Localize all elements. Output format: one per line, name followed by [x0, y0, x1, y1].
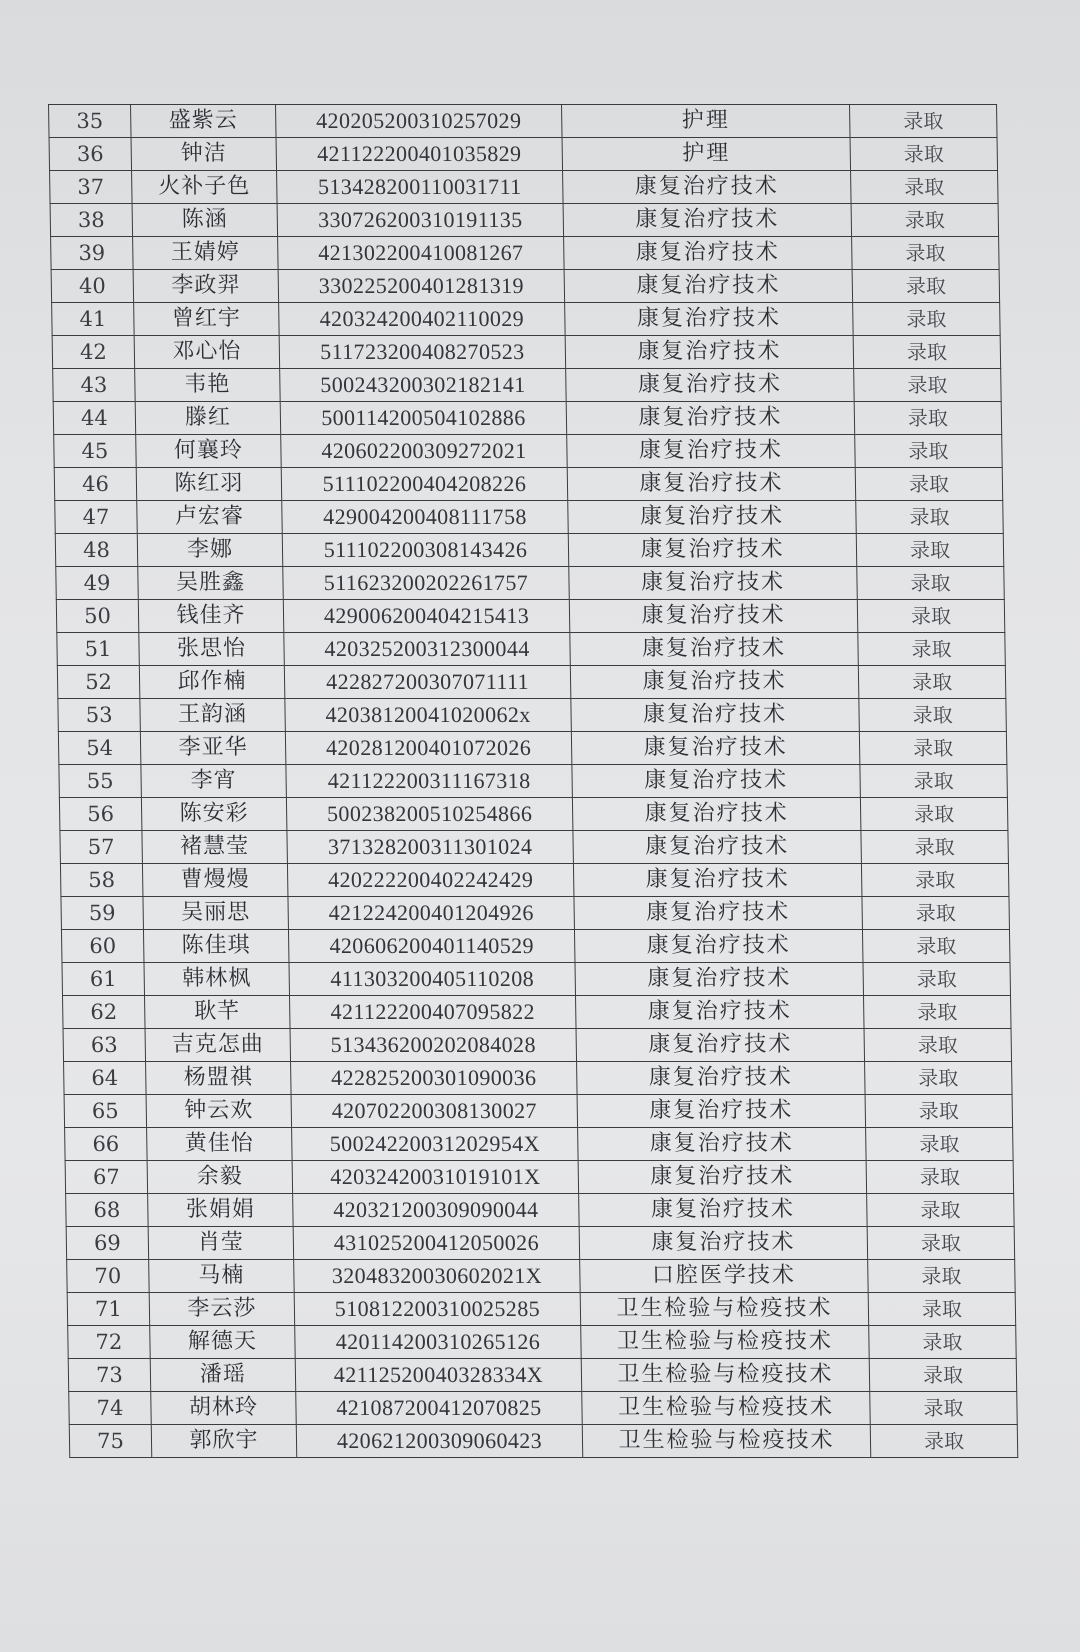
student-name-cell: 张思怡 — [139, 633, 285, 666]
admission-result-cell: 录取 — [861, 831, 1009, 864]
table-row — [58, 732, 1007, 765]
id-number-cell: 429006200404215413 — [283, 600, 570, 633]
table-row — [50, 204, 999, 237]
table-row — [64, 1062, 1013, 1095]
admission-result-cell: 录取 — [858, 633, 1006, 666]
row-number-cell: 49 — [56, 567, 139, 600]
id-number-cell: 431025200412050026 — [293, 1227, 580, 1260]
admission-result-cell: 录取 — [869, 1326, 1017, 1359]
row-number-cell: 70 — [67, 1260, 150, 1293]
id-number-cell: 511623200202261757 — [283, 567, 570, 600]
admission-result-cell: 录取 — [852, 270, 1000, 303]
major-cell: 康复治疗技术 — [579, 1194, 868, 1227]
table-row — [57, 633, 1006, 666]
major-cell: 康复治疗技术 — [575, 963, 864, 996]
table-row — [55, 501, 1004, 534]
major-cell: 康复治疗技术 — [568, 501, 857, 534]
major-cell: 康复治疗技术 — [574, 897, 863, 930]
major-cell: 卫生检验与检疫技术 — [581, 1359, 870, 1392]
id-number-cell: 421122200401035829 — [276, 138, 563, 171]
admission-result-cell: 录取 — [864, 1029, 1012, 1062]
id-number-cell: 500238200510254866 — [286, 798, 573, 831]
table-row — [69, 1392, 1018, 1425]
id-number-cell: 421122200311167318 — [286, 765, 573, 798]
major-cell: 康复治疗技术 — [571, 699, 860, 732]
table-row — [52, 303, 1001, 336]
id-number-cell: 32048320030602021X — [294, 1260, 581, 1293]
student-name-cell: 胡林玲 — [151, 1392, 297, 1425]
admission-result-cell: 录取 — [870, 1392, 1018, 1425]
student-name-cell: 曾红宇 — [134, 303, 280, 336]
table-row — [51, 270, 1000, 303]
student-name-cell: 陈佳琪 — [143, 930, 289, 963]
row-number-cell: 60 — [61, 930, 144, 963]
major-cell: 卫生检验与检疫技术 — [580, 1293, 869, 1326]
student-name-cell: 曹熳熳 — [142, 864, 288, 897]
row-number-cell: 56 — [59, 798, 142, 831]
table-row — [53, 369, 1002, 402]
row-number-cell: 53 — [58, 699, 141, 732]
major-cell: 卫生检验与检疫技术 — [582, 1392, 871, 1425]
row-number-cell: 35 — [49, 105, 132, 138]
student-name-cell: 李宵 — [141, 765, 287, 798]
admission-result-cell: 录取 — [857, 567, 1005, 600]
admission-result-cell: 录取 — [868, 1293, 1016, 1326]
row-number-cell: 63 — [63, 1029, 146, 1062]
student-name-cell: 郭欣宇 — [151, 1425, 297, 1458]
row-number-cell: 47 — [55, 501, 138, 534]
major-cell: 康复治疗技术 — [570, 633, 859, 666]
id-number-cell: 420222200402242429 — [287, 864, 574, 897]
admission-result-cell: 录取 — [855, 435, 1003, 468]
major-cell: 护理 — [562, 138, 851, 171]
student-name-cell: 李政羿 — [133, 270, 279, 303]
student-name-cell: 邓心怡 — [134, 336, 280, 369]
major-cell: 康复治疗技术 — [566, 369, 855, 402]
student-name-cell: 余毅 — [147, 1161, 293, 1194]
major-cell: 康复治疗技术 — [578, 1128, 867, 1161]
table-row — [68, 1359, 1017, 1392]
table-row — [68, 1326, 1017, 1359]
admission-table — [48, 104, 1018, 1458]
admission-result-cell: 录取 — [854, 369, 1002, 402]
id-number-cell: 420205200310257029 — [276, 105, 563, 138]
table-row — [59, 765, 1008, 798]
id-number-cell: 511102200308143426 — [282, 534, 569, 567]
row-number-cell: 62 — [63, 996, 146, 1029]
table-row — [49, 138, 998, 171]
major-cell: 康复治疗技术 — [570, 666, 859, 699]
major-cell: 护理 — [562, 105, 851, 138]
admission-result-cell: 录取 — [868, 1260, 1016, 1293]
major-cell: 口腔医学技术 — [580, 1260, 869, 1293]
major-cell: 康复治疗技术 — [573, 831, 862, 864]
admission-result-cell: 录取 — [850, 138, 998, 171]
admission-result-cell: 录取 — [851, 171, 999, 204]
admission-result-cell: 录取 — [867, 1194, 1015, 1227]
row-number-cell: 61 — [62, 963, 145, 996]
major-cell: 康复治疗技术 — [564, 270, 853, 303]
major-cell: 康复治疗技术 — [577, 1062, 866, 1095]
row-number-cell: 45 — [54, 435, 137, 468]
row-number-cell: 58 — [60, 864, 143, 897]
admission-result-cell: 录取 — [860, 798, 1008, 831]
id-number-cell: 500114200504102886 — [280, 402, 567, 435]
row-number-cell: 66 — [65, 1128, 148, 1161]
admission-result-cell: 录取 — [860, 765, 1008, 798]
student-name-cell: 吴丽思 — [143, 897, 289, 930]
student-name-cell: 韦艳 — [135, 369, 281, 402]
id-number-cell: 330726200310191135 — [277, 204, 564, 237]
student-name-cell: 钟洁 — [131, 138, 277, 171]
row-number-cell: 51 — [57, 633, 140, 666]
id-number-cell: 421087200412070825 — [296, 1392, 583, 1425]
id-number-cell: 421224200401204926 — [288, 897, 575, 930]
major-cell: 康复治疗技术 — [571, 732, 860, 765]
id-number-cell: 42112520040328334X — [295, 1359, 582, 1392]
row-number-cell: 44 — [53, 402, 136, 435]
table-row — [56, 567, 1005, 600]
major-cell: 康复治疗技术 — [569, 600, 858, 633]
table-row — [64, 1095, 1013, 1128]
student-name-cell: 陈安彩 — [141, 798, 287, 831]
row-number-cell: 41 — [52, 303, 135, 336]
admission-result-cell: 录取 — [865, 1095, 1013, 1128]
major-cell: 康复治疗技术 — [572, 798, 861, 831]
table-row — [60, 864, 1009, 897]
table-row — [55, 534, 1004, 567]
row-number-cell: 57 — [60, 831, 143, 864]
admission-result-cell: 录取 — [850, 105, 998, 138]
admission-result-cell: 录取 — [866, 1161, 1014, 1194]
table-row — [54, 468, 1003, 501]
row-number-cell: 59 — [61, 897, 144, 930]
table-row — [66, 1227, 1015, 1260]
student-name-cell: 李娜 — [137, 534, 283, 567]
student-name-cell: 吴胜鑫 — [138, 567, 284, 600]
student-name-cell: 李亚华 — [140, 732, 286, 765]
table-row — [60, 831, 1009, 864]
admission-list-sheet — [48, 104, 1017, 1458]
table-row — [67, 1293, 1016, 1326]
admission-result-cell: 录取 — [857, 600, 1005, 633]
admission-result-cell: 录取 — [855, 468, 1003, 501]
id-number-cell: 421302200410081267 — [278, 237, 565, 270]
row-number-cell: 39 — [51, 237, 134, 270]
student-name-cell: 王婧婷 — [133, 237, 279, 270]
row-number-cell: 43 — [53, 369, 136, 402]
major-cell: 康复治疗技术 — [564, 237, 853, 270]
table-row — [49, 105, 998, 138]
student-name-cell: 李云莎 — [149, 1293, 295, 1326]
row-number-cell: 37 — [50, 171, 133, 204]
major-cell: 康复治疗技术 — [568, 534, 857, 567]
id-number-cell: 513436200202084028 — [290, 1029, 577, 1062]
id-number-cell: 500243200302182141 — [280, 369, 567, 402]
id-number-cell: 513428200110031711 — [277, 171, 564, 204]
row-number-cell: 50 — [56, 600, 139, 633]
id-number-cell: 50024220031202954X — [292, 1128, 579, 1161]
student-name-cell: 肖莹 — [148, 1227, 294, 1260]
table-row — [58, 699, 1007, 732]
student-name-cell: 何襄玲 — [136, 435, 282, 468]
admission-result-cell: 录取 — [863, 963, 1011, 996]
row-number-cell: 75 — [69, 1425, 152, 1458]
table-row — [62, 963, 1011, 996]
table-row — [65, 1128, 1014, 1161]
row-number-cell: 42 — [52, 336, 135, 369]
id-number-cell: 420602200309272021 — [281, 435, 568, 468]
row-number-cell: 69 — [66, 1227, 149, 1260]
major-cell: 康复治疗技术 — [566, 402, 855, 435]
table-row — [61, 930, 1010, 963]
row-number-cell: 71 — [67, 1293, 150, 1326]
major-cell: 卫生检验与检疫技术 — [582, 1425, 871, 1458]
admission-result-cell: 录取 — [859, 732, 1007, 765]
admission-result-cell: 录取 — [851, 204, 999, 237]
admission-result-cell: 录取 — [861, 864, 1009, 897]
major-cell: 康复治疗技术 — [578, 1161, 867, 1194]
row-number-cell: 72 — [68, 1326, 151, 1359]
table-row — [53, 402, 1002, 435]
student-name-cell: 马楠 — [149, 1260, 295, 1293]
student-name-cell: 陈涵 — [132, 204, 278, 237]
student-name-cell: 褚慧莹 — [142, 831, 288, 864]
id-number-cell: 420324200402110029 — [279, 303, 566, 336]
student-name-cell: 韩林枫 — [144, 963, 290, 996]
id-number-cell: 420281200401072026 — [285, 732, 572, 765]
admission-result-cell: 录取 — [854, 402, 1002, 435]
id-number-cell: 510812200310025285 — [294, 1293, 581, 1326]
id-number-cell: 42038120041020062x — [285, 699, 572, 732]
student-name-cell: 邱作楠 — [139, 666, 285, 699]
table-row — [69, 1425, 1018, 1458]
table-row — [61, 897, 1010, 930]
id-number-cell: 511102200404208226 — [281, 468, 568, 501]
student-name-cell: 卢宏睿 — [137, 501, 283, 534]
row-number-cell: 67 — [65, 1161, 148, 1194]
admission-result-cell: 录取 — [864, 996, 1012, 1029]
table-row — [67, 1260, 1016, 1293]
row-number-cell: 52 — [57, 666, 140, 699]
id-number-cell: 420321200309090044 — [293, 1194, 580, 1227]
admission-result-cell: 录取 — [862, 930, 1010, 963]
student-name-cell: 王韵涵 — [140, 699, 286, 732]
table-row — [63, 1029, 1012, 1062]
row-number-cell: 64 — [64, 1062, 147, 1095]
admission-result-cell: 录取 — [853, 336, 1001, 369]
id-number-cell: 330225200401281319 — [278, 270, 565, 303]
row-number-cell: 73 — [68, 1359, 151, 1392]
table-row — [50, 171, 999, 204]
row-number-cell: 48 — [55, 534, 138, 567]
student-name-cell: 滕红 — [135, 402, 281, 435]
major-cell: 康复治疗技术 — [579, 1227, 868, 1260]
row-number-cell: 46 — [54, 468, 137, 501]
id-number-cell: 420702200308130027 — [291, 1095, 578, 1128]
row-number-cell: 54 — [58, 732, 141, 765]
table-row — [56, 600, 1005, 633]
id-number-cell: 421122200407095822 — [290, 996, 577, 1029]
student-name-cell: 钟云欢 — [146, 1095, 292, 1128]
student-name-cell: 陈红羽 — [136, 468, 282, 501]
major-cell: 康复治疗技术 — [563, 204, 852, 237]
id-number-cell: 422825200301090036 — [291, 1062, 578, 1095]
student-name-cell: 潘瑶 — [150, 1359, 296, 1392]
id-number-cell: 511723200408270523 — [279, 336, 566, 369]
table-row — [65, 1161, 1014, 1194]
major-cell: 康复治疗技术 — [576, 996, 865, 1029]
major-cell: 康复治疗技术 — [572, 765, 861, 798]
id-number-cell: 422827200307071111 — [284, 666, 571, 699]
id-number-cell: 429004200408111758 — [282, 501, 569, 534]
major-cell: 康复治疗技术 — [574, 930, 863, 963]
student-name-cell: 黄佳怡 — [147, 1128, 293, 1161]
student-name-cell: 耿芊 — [145, 996, 291, 1029]
student-name-cell: 火补子色 — [132, 171, 278, 204]
table-row — [51, 237, 1000, 270]
table-row — [57, 666, 1006, 699]
id-number-cell: 420606200401140529 — [288, 930, 575, 963]
id-number-cell: 411303200405110208 — [289, 963, 576, 996]
row-number-cell: 68 — [66, 1194, 149, 1227]
major-cell: 康复治疗技术 — [577, 1095, 866, 1128]
major-cell: 康复治疗技术 — [565, 303, 854, 336]
row-number-cell: 55 — [59, 765, 142, 798]
admission-result-cell: 录取 — [865, 1062, 1013, 1095]
student-name-cell: 张娟娟 — [148, 1194, 294, 1227]
id-number-cell: 420621200309060423 — [296, 1425, 583, 1458]
admission-table-body — [49, 105, 1018, 1458]
admission-result-cell: 录取 — [852, 237, 1000, 270]
admission-result-cell: 录取 — [869, 1359, 1017, 1392]
student-name-cell: 吉克怎曲 — [145, 1029, 291, 1062]
admission-result-cell: 录取 — [866, 1128, 1014, 1161]
row-number-cell: 74 — [69, 1392, 152, 1425]
row-number-cell: 36 — [49, 138, 132, 171]
admission-result-cell: 录取 — [870, 1425, 1018, 1458]
admission-result-cell: 录取 — [867, 1227, 1015, 1260]
major-cell: 康复治疗技术 — [573, 864, 862, 897]
major-cell: 康复治疗技术 — [576, 1029, 865, 1062]
id-number-cell: 42032420031019101X — [292, 1161, 579, 1194]
student-name-cell: 解德天 — [150, 1326, 296, 1359]
student-name-cell: 钱佳齐 — [138, 600, 284, 633]
table-row — [66, 1194, 1015, 1227]
admission-result-cell: 录取 — [853, 303, 1001, 336]
major-cell: 康复治疗技术 — [565, 336, 854, 369]
table-row — [54, 435, 1003, 468]
admission-result-cell: 录取 — [856, 501, 1004, 534]
id-number-cell: 420325200312300044 — [284, 633, 571, 666]
table-row — [52, 336, 1001, 369]
row-number-cell: 38 — [50, 204, 133, 237]
admission-result-cell: 录取 — [862, 897, 1010, 930]
table-row — [59, 798, 1008, 831]
major-cell: 康复治疗技术 — [567, 468, 856, 501]
admission-result-cell: 录取 — [858, 666, 1006, 699]
row-number-cell: 40 — [51, 270, 134, 303]
row-number-cell: 65 — [64, 1095, 147, 1128]
id-number-cell: 371328200311301024 — [287, 831, 574, 864]
admission-result-cell: 录取 — [856, 534, 1004, 567]
major-cell: 康复治疗技术 — [567, 435, 856, 468]
student-name-cell: 盛紫云 — [131, 105, 277, 138]
major-cell: 康复治疗技术 — [563, 171, 852, 204]
student-name-cell: 杨盟祺 — [146, 1062, 292, 1095]
table-row — [63, 996, 1012, 1029]
id-number-cell: 420114200310265126 — [295, 1326, 582, 1359]
admission-result-cell: 录取 — [859, 699, 1007, 732]
major-cell: 康复治疗技术 — [569, 567, 858, 600]
major-cell: 卫生检验与检疫技术 — [581, 1326, 870, 1359]
